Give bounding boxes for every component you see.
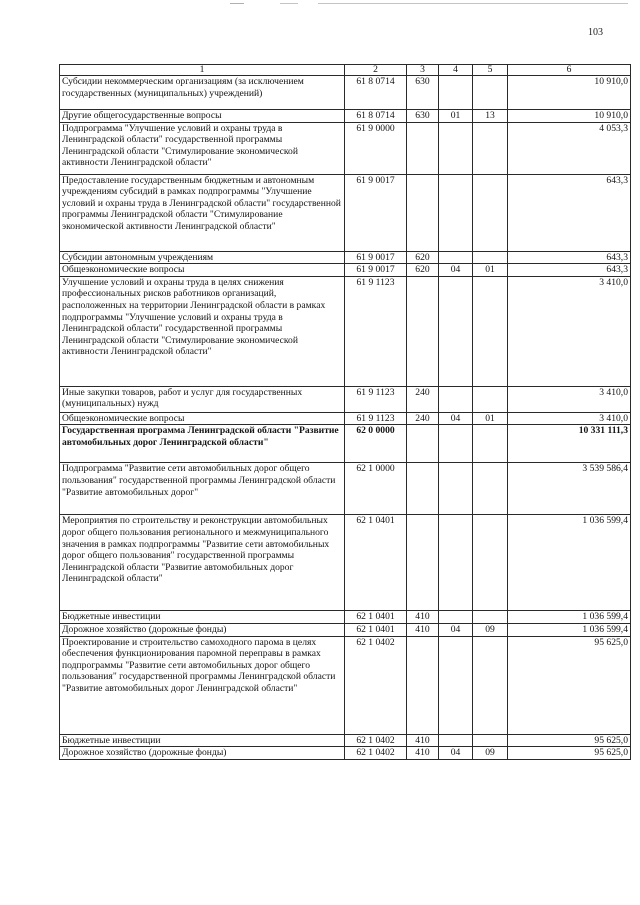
row-name: Подпрограмма "Улучшение условий и охраны труда в Ленинградской области" государственной программы Ленинградской области "Стимулирование экономической активности Ленинградской области": [60, 122, 345, 174]
row-section: 04: [439, 747, 473, 760]
row-subsection: [473, 251, 508, 264]
row-target-code: 62 1 0000: [345, 463, 407, 515]
row-target-code: 62 1 0402: [345, 734, 407, 747]
row-amount: 10 910,0: [508, 76, 631, 110]
row-name: Улучшение условий и охраны труда в целях снижения профессиональных рисков работников организаций, расположенных на территории Ленинградской области в рамках подпрограммы "Улучшение условий и охраны труда в Ленинградской области" государственной программы Ленинградской области "Стимулирование экономической активности Ленинградской области": [60, 276, 345, 386]
table-row: [60, 611, 631, 624]
row-expense-kind: [407, 515, 439, 611]
table-row: [60, 515, 631, 611]
row-name: Другие общегосударственные вопросы: [60, 110, 345, 123]
row-amount: 1 036 599,4: [508, 623, 631, 636]
row-expense-kind: 410: [407, 734, 439, 747]
row-expense-kind: [407, 174, 439, 251]
row-name: Общеэкономические вопросы: [60, 264, 345, 277]
row-name: Подпрограмма "Развитие сети автомобильных дорог общего пользования" государственной программы Ленинградской области "Развитие автомобильных дорог": [60, 463, 345, 515]
row-expense-kind: 620: [407, 264, 439, 277]
header-row: [60, 65, 631, 76]
row-name: Иные закупки товаров, работ и услуг для государственных (муниципальных) нужд: [60, 386, 345, 412]
row-section: [439, 122, 473, 174]
row-amount: 1 036 599,4: [508, 515, 631, 611]
page-number: 103: [588, 27, 603, 38]
row-subsection: [473, 386, 508, 412]
row-name: Проектирование и строительство самоходного парома в целях обеспечения функционирования паромной переправы в рамках подпрограммы "Развитие сети автомобильных дорог общего пользования" государственной программы Ленинградской области "Развитие автомобильных дорог Ленинградской области": [60, 636, 345, 734]
row-section: [439, 611, 473, 624]
header-col-5: 5: [473, 65, 508, 76]
header-col-6: 6: [508, 65, 631, 76]
table-row: [60, 122, 631, 174]
row-subsection: [473, 515, 508, 611]
row-amount: 3 539 586,4: [508, 463, 631, 515]
row-amount: 3 410,0: [508, 412, 631, 425]
row-expense-kind: 620: [407, 251, 439, 264]
row-expense-kind: 240: [407, 386, 439, 412]
row-subsection: [473, 276, 508, 386]
row-expense-kind: [407, 276, 439, 386]
table-row: [60, 386, 631, 412]
row-section: [439, 386, 473, 412]
row-expense-kind: [407, 122, 439, 174]
row-amount: 95 625,0: [508, 636, 631, 734]
row-amount: 1 036 599,4: [508, 611, 631, 624]
row-expense-kind: [407, 463, 439, 515]
row-subsection: [473, 611, 508, 624]
row-target-code: 62 0 0000: [345, 425, 407, 463]
table-row: [60, 251, 631, 264]
table-row: [60, 747, 631, 760]
row-name: Субсидии некоммерческим организациям (за исключением государственных (муниципальных) учреждений): [60, 76, 345, 110]
row-target-code: 61 9 1123: [345, 412, 407, 425]
row-expense-kind: 410: [407, 623, 439, 636]
table-row: [60, 76, 631, 110]
row-expense-kind: 240: [407, 412, 439, 425]
row-subsection: 13: [473, 110, 508, 123]
row-target-code: 61 9 1123: [345, 276, 407, 386]
row-target-code: 62 1 0402: [345, 636, 407, 734]
table-row: [60, 264, 631, 277]
row-subsection: 01: [473, 264, 508, 277]
table-row: [60, 110, 631, 123]
row-section: [439, 276, 473, 386]
row-subsection: [473, 76, 508, 110]
row-amount: 95 625,0: [508, 734, 631, 747]
row-target-code: 62 1 0401: [345, 611, 407, 624]
row-name: Бюджетные инвестиции: [60, 734, 345, 747]
row-name: Общеэкономические вопросы: [60, 412, 345, 425]
row-target-code: 62 1 0402: [345, 747, 407, 760]
row-section: [439, 425, 473, 463]
row-section: [439, 174, 473, 251]
table-row: [60, 623, 631, 636]
row-target-code: 61 9 0017: [345, 174, 407, 251]
row-subsection: [473, 425, 508, 463]
row-subsection: [473, 174, 508, 251]
header-col-1: 1: [60, 65, 345, 76]
header-col-4: 4: [439, 65, 473, 76]
row-amount: 3 410,0: [508, 276, 631, 386]
row-target-code: 61 9 0017: [345, 251, 407, 264]
row-section: 04: [439, 264, 473, 277]
row-section: [439, 636, 473, 734]
row-target-code: 61 8 0714: [345, 110, 407, 123]
row-target-code: 61 9 0017: [345, 264, 407, 277]
row-amount: 4 053,3: [508, 122, 631, 174]
row-expense-kind: 410: [407, 747, 439, 760]
table-row: [60, 412, 631, 425]
header-col-2: 2: [345, 65, 407, 76]
row-expense-kind: [407, 636, 439, 734]
row-name: Дорожное хозяйство (дорожные фонды): [60, 747, 345, 760]
row-section: [439, 515, 473, 611]
row-subsection: 09: [473, 747, 508, 760]
table-row: [60, 734, 631, 747]
budget-table: [59, 64, 631, 760]
row-subsection: 09: [473, 623, 508, 636]
row-target-code: 61 8 0714: [345, 76, 407, 110]
row-expense-kind: 630: [407, 110, 439, 123]
table-row: [60, 276, 631, 386]
row-name: Предоставление государственным бюджетным и автономным учреждениям субсидий в рамках подпрограммы "Улучшение условий и охраны труда в Ленинградской области" государственной программы Ленинградской области "Стимулирование экономической активности Ленинградской области": [60, 174, 345, 251]
row-section: 01: [439, 110, 473, 123]
row-section: [439, 734, 473, 747]
row-section: 04: [439, 412, 473, 425]
row-expense-kind: 630: [407, 76, 439, 110]
row-section: [439, 76, 473, 110]
row-name: Государственная программа Ленинградской области "Развитие автомобильных дорог Ленинградской области": [60, 425, 345, 463]
row-section: 04: [439, 623, 473, 636]
row-amount: 643,3: [508, 251, 631, 264]
row-section: [439, 251, 473, 264]
row-name: Дорожное хозяйство (дорожные фонды): [60, 623, 345, 636]
table-row: [60, 463, 631, 515]
table-row: [60, 636, 631, 734]
row-subsection: [473, 734, 508, 747]
table-row: [60, 425, 631, 463]
row-target-code: 62 1 0401: [345, 623, 407, 636]
row-subsection: [473, 636, 508, 734]
row-target-code: 62 1 0401: [345, 515, 407, 611]
row-amount: 10 910,0: [508, 110, 631, 123]
header-col-3: 3: [407, 65, 439, 76]
scan-edge-marks: [0, 0, 640, 10]
row-expense-kind: 410: [407, 611, 439, 624]
row-name: Бюджетные инвестиции: [60, 611, 345, 624]
row-expense-kind: [407, 425, 439, 463]
row-section: [439, 463, 473, 515]
row-target-code: 61 9 1123: [345, 386, 407, 412]
row-name: Субсидии автономным учреждениям: [60, 251, 345, 264]
table-row: [60, 174, 631, 251]
row-amount: 95 625,0: [508, 747, 631, 760]
row-subsection: 01: [473, 412, 508, 425]
row-subsection: [473, 463, 508, 515]
row-target-code: 61 9 0000: [345, 122, 407, 174]
row-subsection: [473, 122, 508, 174]
row-amount: 643,3: [508, 264, 631, 277]
row-amount: 10 331 111,3: [508, 425, 631, 463]
row-name: Мероприятия по строительству и реконструкции автомобильных дорог общего пользования регионального и межмуниципального значения в рамках подпрограммы "Развитие сети автомобильных дорог общего пользования" государственной программы Ленинградской области "Развитие автомобильных дорог Ленинградской области": [60, 515, 345, 611]
row-amount: 643,3: [508, 174, 631, 251]
row-amount: 3 410,0: [508, 386, 631, 412]
